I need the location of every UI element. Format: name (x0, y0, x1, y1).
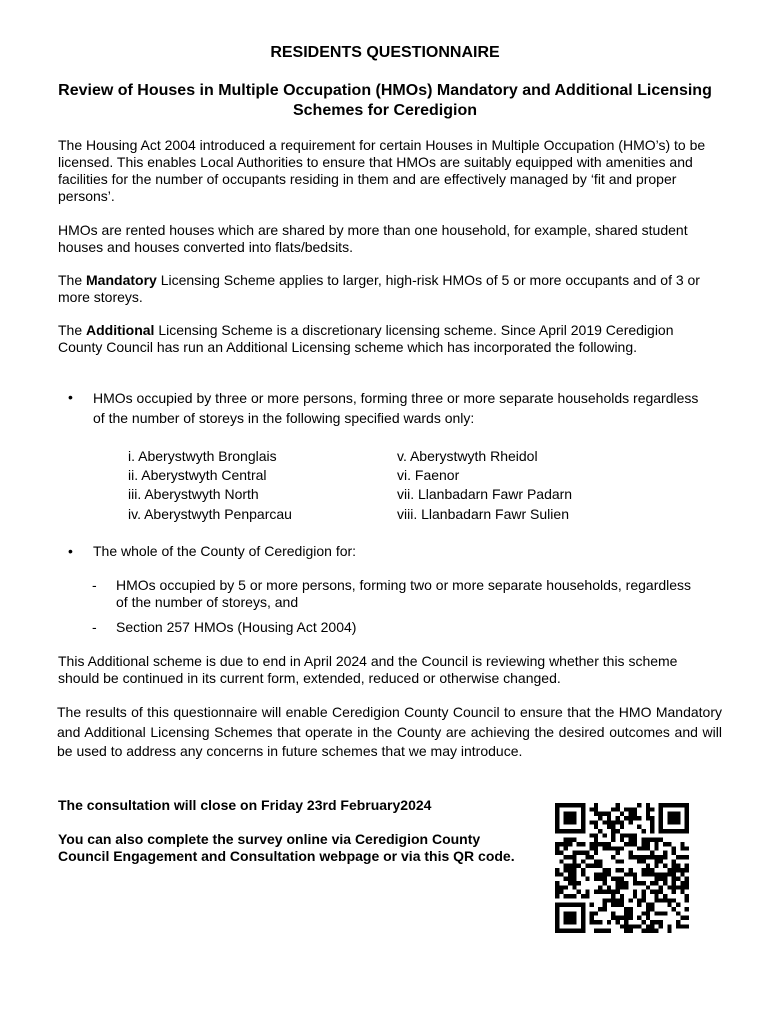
mandatory-rest: Licensing Scheme applies to larger, high-risk HMOs of 5 or more occupants and of 3 or more storeys. (58, 272, 700, 305)
close-date-text: The consultation will close on Friday 23rd February2024 (58, 797, 432, 813)
intro-paragraph: The Housing Act 2004 introduced a requirement for certain Houses in Multiple Occupation (HMO’s) to be licensed. This enables Local Authorities to ensure that HMOs are suitably equipped with amenities and facilities for the number of occupants residing in them and are effectively managed by ‘fit and proper persons’. (58, 137, 706, 204)
page-title: RESIDENTS QUESTIONNAIRE (270, 44, 500, 61)
additional-rest: Licensing Scheme is a discretionary licensing scheme. Since April 2019 Ceredigion County Council has run an Additional Licensing scheme which has incorporated the following. (58, 322, 674, 355)
dash-item-text: Section 257 HMOs (Housing Act 2004) (116, 619, 357, 635)
hmo-definition-paragraph: HMOs are rented houses which are shared by more than one household, for example, shared student houses and houses converted into flats/bedsits. (58, 222, 688, 255)
additional-paragraph (58, 322, 708, 356)
page-subtitle: Review of Houses in Multiple Occupation (HMOs) Mandatory and Additional Licensing Schemes for Ceredigion (58, 82, 712, 119)
ward-item: i. Aberystwyth Bronglais (128, 448, 277, 464)
ward-item: ii. Aberystwyth Central (128, 467, 267, 483)
ward-item: v. Aberystwyth Rheidol (397, 448, 538, 464)
dash-item-text: HMOs occupied by 5 or more persons, forming two or more separate households, regardless of the number of storeys, and (116, 577, 692, 610)
scheme-end-paragraph: This Additional scheme is due to end in April 2024 and the Council is reviewing whether this scheme should be continued in its current form, extended, reduced or otherwise changed. (58, 653, 678, 686)
results-paragraph: The results of this questionnaire will enable Ceredigion County Council to ensure that the HMO Mandatory and Additional Licensing Schemes that operate in the County are achieving the desired outcomes and will be used to address any concerns in future schemes that we may introduce. (57, 704, 722, 759)
ward-item: iv. Aberystwyth Penparcau (128, 506, 292, 522)
ward-item: iii. Aberystwyth North (128, 486, 259, 502)
ward-item: vi. Faenor (397, 467, 460, 483)
bullet-icon: • (68, 543, 73, 559)
ward-item: viii. Llanbadarn Fawr Sulien (397, 506, 569, 522)
dash-icon: - (92, 577, 97, 593)
bullet-icon: • (68, 389, 73, 405)
bullet-county-text: The whole of the County of Ceredigion for: (93, 543, 357, 559)
mandatory-prefix: The (58, 272, 87, 288)
ward-item: vii. Llanbadarn Fawr Padarn (397, 486, 573, 502)
qr-code[interactable] (555, 803, 689, 933)
mandatory-bold: Mandatory (86, 272, 157, 288)
online-survey-text: You can also complete the survey online via Ceredigion County Council Engagement and Consultation webpage or via this QR code. (58, 831, 515, 864)
mandatory-paragraph (58, 272, 708, 306)
additional-bold: Additional (86, 322, 155, 338)
additional-prefix: The (58, 322, 87, 338)
dash-icon: - (92, 619, 97, 635)
bullet-wards-text: HMOs occupied by three or more persons, forming three or more separate households regardless of the number of storeys in the following specified wards only: (93, 390, 699, 426)
